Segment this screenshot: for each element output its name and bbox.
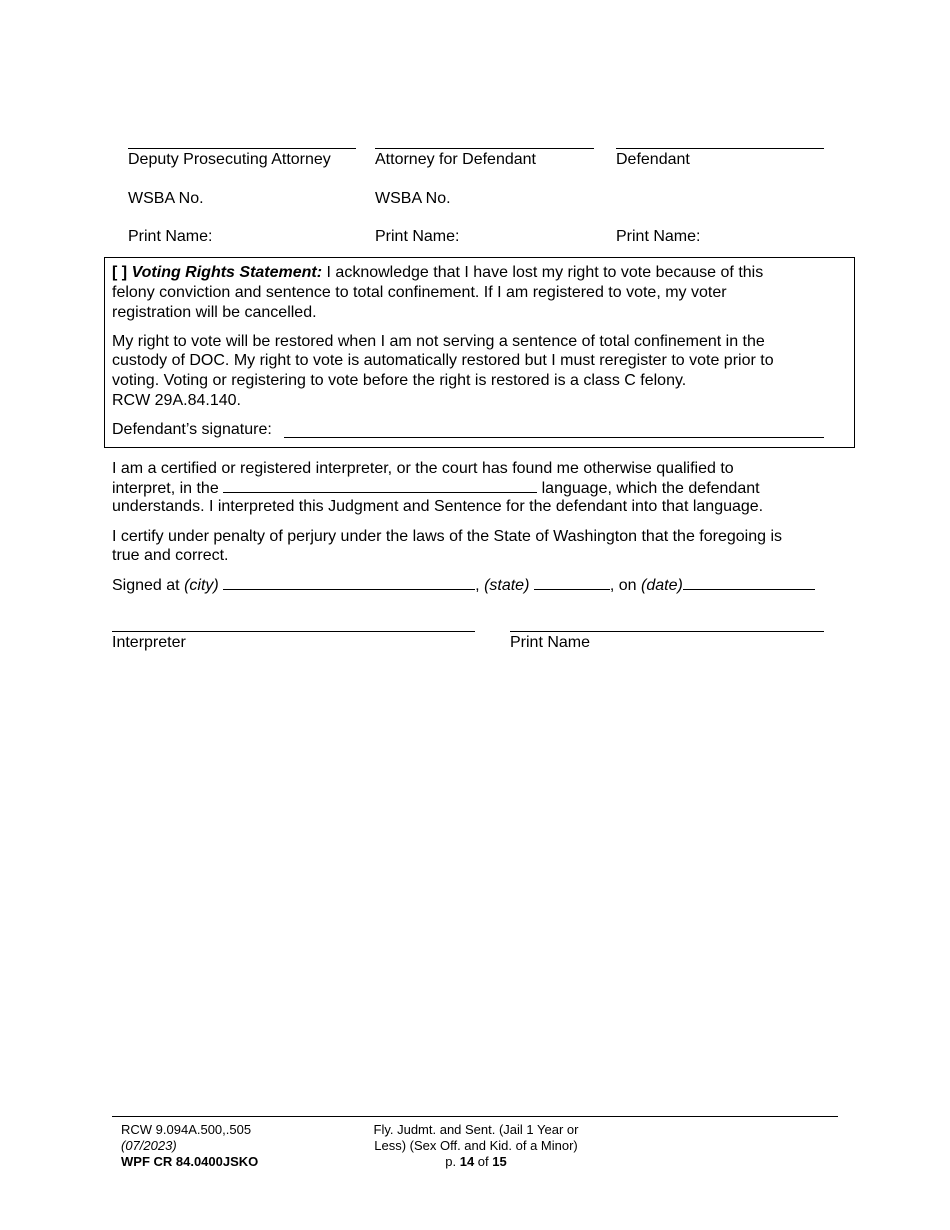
footer-title-line-2: Less) (Sex Off. and Kid. of a Minor) [374,1138,578,1153]
city-blank[interactable] [223,575,475,590]
state-label: (state) [484,577,530,594]
voting-rights-checkbox[interactable]: [ ] [112,264,128,281]
prosecutor-wsba-label: WSBA No. [128,190,204,207]
language-blank[interactable] [223,478,537,493]
footer-rule [112,1116,838,1117]
on-label: , on [609,577,641,594]
city-label: (city) [184,577,219,594]
signed-at-label: Signed at [112,577,185,594]
date-blank[interactable] [683,575,815,590]
interpreter-line-2 [112,478,760,499]
date-label: (date) [641,577,683,594]
defendant-print-name-label: Print Name: [616,228,701,245]
voting-rights-heading: Voting Rights Statement: [131,264,323,281]
defendant-signature-line[interactable] [616,148,824,149]
voting-rights-text-1: I acknowledge that I have lost my right to vote because of this [322,264,764,281]
defendant-signature-label: Defendant’s signature: [112,421,272,438]
prosecutor-title: Deputy Prosecuting Attorney [128,151,331,168]
voting-rights-line-3: registration will be cancelled. [112,304,317,321]
voting-rights-line-2: felony conviction and sentence to total confinement. If I am registered to vote, my voter [112,284,727,301]
defense-attorney-print-name-label: Print Name: [375,228,460,245]
interpreter-print-name-label: Print Name [510,634,591,651]
state-blank[interactable] [534,575,610,590]
footer-revision-date: (07/2023) [121,1138,177,1153]
voting-restore-line-3: voting. Voting or registering to vote before the right is restored is a class C felony. [112,372,687,389]
voting-restore-statute: RCW 29A.84.140. [112,392,241,409]
footer-page-number: p. 14 of 15 [445,1154,507,1169]
prosecutor-signature-line[interactable] [128,148,356,149]
interpreter-line-3: understands. I interpreted this Judgment and Sentence for the defendant into that language. [112,498,764,515]
defense-attorney-title: Attorney for Defendant [375,151,536,168]
defense-attorney-wsba-label: WSBA No. [375,190,451,207]
interpreter-line-2-start: interpret, in the [112,480,224,497]
footer-form-number: WPF CR 84.0400JSKO [121,1154,259,1169]
interpreter-signature-line[interactable] [112,631,475,632]
signed-at-line [112,575,815,596]
comma-separator: , [475,577,485,594]
footer-title-line-1: Fly. Judmt. and Sent. (Jail 1 Year or [373,1122,579,1137]
prosecutor-print-name-label: Print Name: [128,228,213,245]
voting-restore-line-2: custody of DOC. My right to vote is automatically restored but I must reregister to vote prior to [112,352,774,369]
defense-attorney-signature-line[interactable] [375,148,594,149]
interpreter-print-name-line[interactable] [510,631,824,632]
interpreter-signature-label: Interpreter [112,634,186,651]
footer-statute: RCW 9.094A.500,.505 [121,1122,252,1137]
voting-rights-line-1 [112,263,763,283]
interpreter-line-1: I am a certified or registered interpreter, or the court has found me otherwise qualified to [112,460,734,477]
interpreter-line-2-end: language, which the defendant [537,480,760,497]
defendant-title: Defendant [616,151,690,168]
certify-line-2: true and correct. [112,547,229,564]
certify-line-1: I certify under penalty of perjury under the laws of the State of Washington that the foregoing is [112,528,783,545]
defendant-voting-signature-line[interactable] [284,437,824,438]
voting-restore-line-1: My right to vote will be restored when I am not serving a sentence of total confinement in the [112,333,765,350]
